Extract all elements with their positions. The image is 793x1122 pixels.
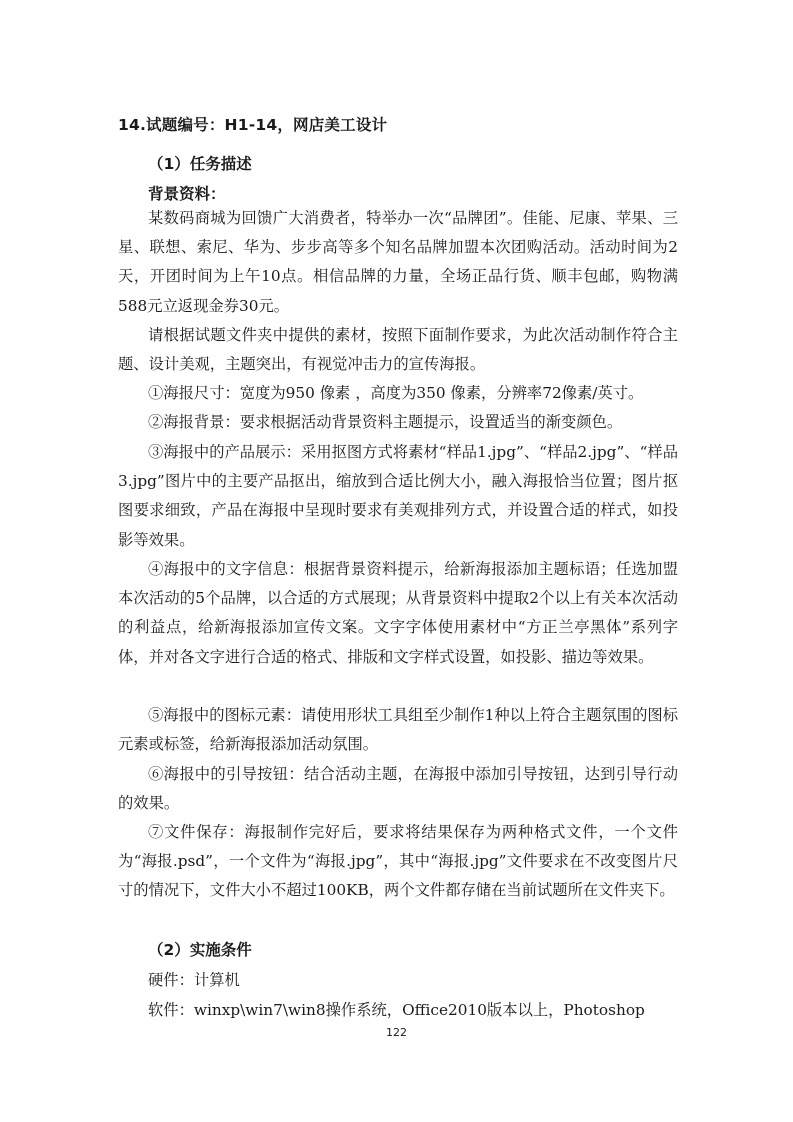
paragraph-background-info: 某数码商城为回馈广大消费者，特举办一次“品牌团”。佳能、尼康、苹果、三星、联想、索尼、华为、步步高等多个知名品牌加盟本次团购活动。活动时间为2天，开团时间为上午10点。相信品牌的力量，全场正品行货、顺丰包邮，购物满588元立返现金券30元。 (118, 209, 678, 315)
paragraph-task-intro: 请根据试题文件夹中提供的素材，按照下面制作要求，为此次活动制作符合主题、设计美观，主题突出，有视觉冲击力的宣传海报。 (118, 326, 678, 374)
requirement-icon-elements: ⑤海报中的图标元素：请使用形状工具组至少制作1种以上符合主题氛围的图标元素或标签，给新海报添加活动氛围。 (118, 706, 678, 754)
subheading-background: 背景资料： (148, 185, 226, 203)
requirement-guide-button: ⑥海报中的引导按钮：结合活动主题，在海报中添加引导按钮，达到引导行动的效果。 (118, 765, 678, 813)
condition-hardware: 硬件：计算机 (148, 971, 240, 989)
requirement-text-info: ④海报中的文字信息：根据背景资料提示，给新海报添加主题标语；任选加盟本次活动的5个品牌，以合适的方式展现；从背景资料中提取2个以上有关本次活动的利益点，给新海报添加宣传文案。文字字体使用素材中“方正兰亭黑体”系列字体，并对各文字进行合适的格式、排版和文字样式设置，如投影、描边等效果。 (118, 560, 678, 666)
requirement-file-save: ⑦文件保存：海报制作完好后，要求将结果保存为两种格式文件，一个文件为“海报.psd”，一个文件为“海报.jpg”，其中“海报.jpg”文件要求在不改变图片尺寸的情况下，文件大小不超过100KB，两个文件都存储在当前试题所在文件夹下。 (118, 823, 678, 900)
requirement-poster-size: ①海报尺寸：宽度为950 像素 ，高度为350 像素，分辨率72像素/英寸。 (148, 384, 644, 402)
section-heading-task-description: （1）任务描述 (148, 155, 252, 173)
requirement-product-display: ③海报中的产品展示：采用抠图方式将素材“样品1.jpg”、“样品2.jpg”、“样品3.jpg”图片中的主要产品抠出，缩放到合适比例大小，融入海报恰当位置；图片抠图要求细致，产品在海报中呈现时要求有美观排列方式，并设置合适的样式，如投影等效果。 (118, 443, 678, 549)
condition-software: 软件：winxp\win7\win8操作系统，Office2010版本以上，Photoshop (148, 1001, 645, 1019)
exam-item-title: 14.试题编号：H1-14，网店美工设计 (118, 116, 388, 134)
requirement-poster-background: ②海报背景：要求根据活动背景资料主题提示，设置适当的渐变颜色。 (148, 413, 623, 431)
page-number: 122 (386, 1026, 407, 1039)
section-heading-conditions: （2）实施条件 (148, 941, 252, 959)
